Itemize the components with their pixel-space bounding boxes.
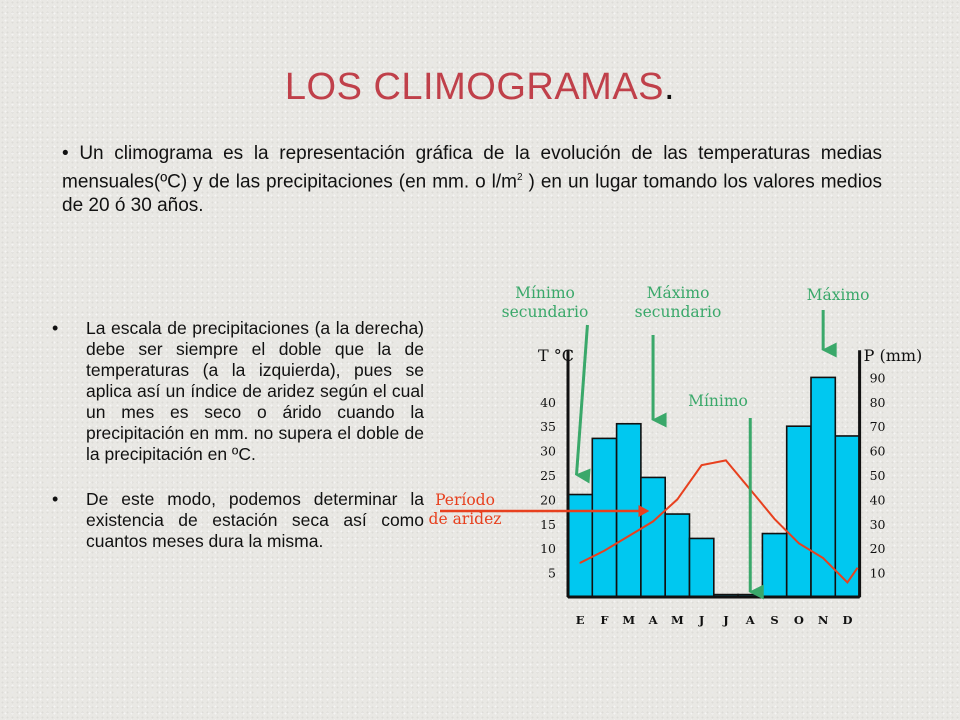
precip-bar [690,538,714,597]
bullet-item [48,489,424,552]
right-tick-label: 70 [869,419,886,435]
temperature-point [579,562,581,564]
left-axis-title: T °C [538,346,574,366]
right-tick-label: 80 [869,394,886,410]
intro-superscript: 2 [517,172,523,183]
left-tick-label: 5 [548,565,556,581]
bullet-text: La escala de precipitaciones (a la derecha) debe ser siempre el doble que la de temperaturas (a la izquierda), pues se aplica así un índice de aridez según el cual un mes es seco o árido cuando la precipitación en mm. no supera el doble de la precipitación en ºC. [86,318,424,464]
left-tick-label: 25 [540,468,556,483]
left-tick-label: 40 [540,394,556,410]
month-label: A [745,613,755,627]
month-label: A [648,613,658,627]
right-tick-label: 20 [869,541,886,557]
bullet-marker: • [52,489,59,509]
climograph-chart [420,270,960,640]
precip-bar [787,426,811,597]
title-text: LOS CLIMOGRAMAS [284,66,665,108]
month-label: M [670,613,684,627]
intro-paragraph [62,142,882,218]
intro-bullet: • [62,143,69,164]
right-tick-label: 60 [869,443,886,459]
annotation-minimo-secundario: Mínimo secundario [501,284,589,321]
page-title [0,66,960,109]
right-axis-title: P (mm) [863,346,923,366]
bullet-item [48,318,424,465]
month-label: E [575,613,585,627]
month-label: F [600,613,609,627]
month-label: M [622,613,636,627]
arrow-minimo-secundario [577,325,588,475]
precip-bar [592,438,616,597]
precip-bar [811,377,835,597]
annotation-periodo-aridez: Período de aridez [428,491,502,528]
temperature-point [677,499,679,501]
right-tick-label: 30 [869,516,886,532]
month-label: O [793,613,804,627]
annotation-maximo-secundario: Máximo secundario [634,284,722,321]
right-tick-label: 10 [869,565,886,581]
left-tick-label: 30 [540,443,556,459]
temperature-point [604,550,606,552]
precip-bar [641,477,665,597]
temperature-point [774,518,776,520]
right-tick-label: 90 [869,370,886,386]
month-label: J [698,613,705,627]
month-label: S [770,613,779,627]
month-label: D [842,613,853,627]
left-tick-label: 15 [540,516,556,532]
precip-bar [665,514,689,597]
bullet-text: De este modo, podemos determinar la existencia de estación seca así como cuantos meses dura la misma. [86,489,424,551]
temperature-point [701,464,703,466]
temperature-point [652,521,654,523]
title-period: . [664,66,676,108]
left-tick-label: 20 [540,492,556,508]
temperature-point [798,543,800,545]
temperature-point [822,557,824,559]
precip-bar [762,534,786,597]
temperature-point [847,582,849,584]
intro-text-1: Un climograma es la representación gráfica de la evolución de las temperaturas medias mensuales(ºC) y de las precipitaciones (en mm. o l/m [62,143,882,193]
left-tick-label: 35 [540,419,556,435]
temperature-point [628,535,630,537]
intro-text-2: ) en un lugar tomando los valores medios de 20 ó 30 años. [62,171,882,217]
right-tick-label: 40 [869,492,886,508]
month-label: N [817,613,829,627]
annotation-minimo: Mínimo [688,392,748,410]
right-tick-label: 50 [869,468,886,483]
temperature-point [725,460,727,462]
annotation-maximo: Máximo [806,286,870,304]
bullet-list [48,318,424,576]
month-label: J [723,613,729,627]
left-tick-label: 10 [540,541,556,557]
bullet-marker: • [52,318,59,338]
